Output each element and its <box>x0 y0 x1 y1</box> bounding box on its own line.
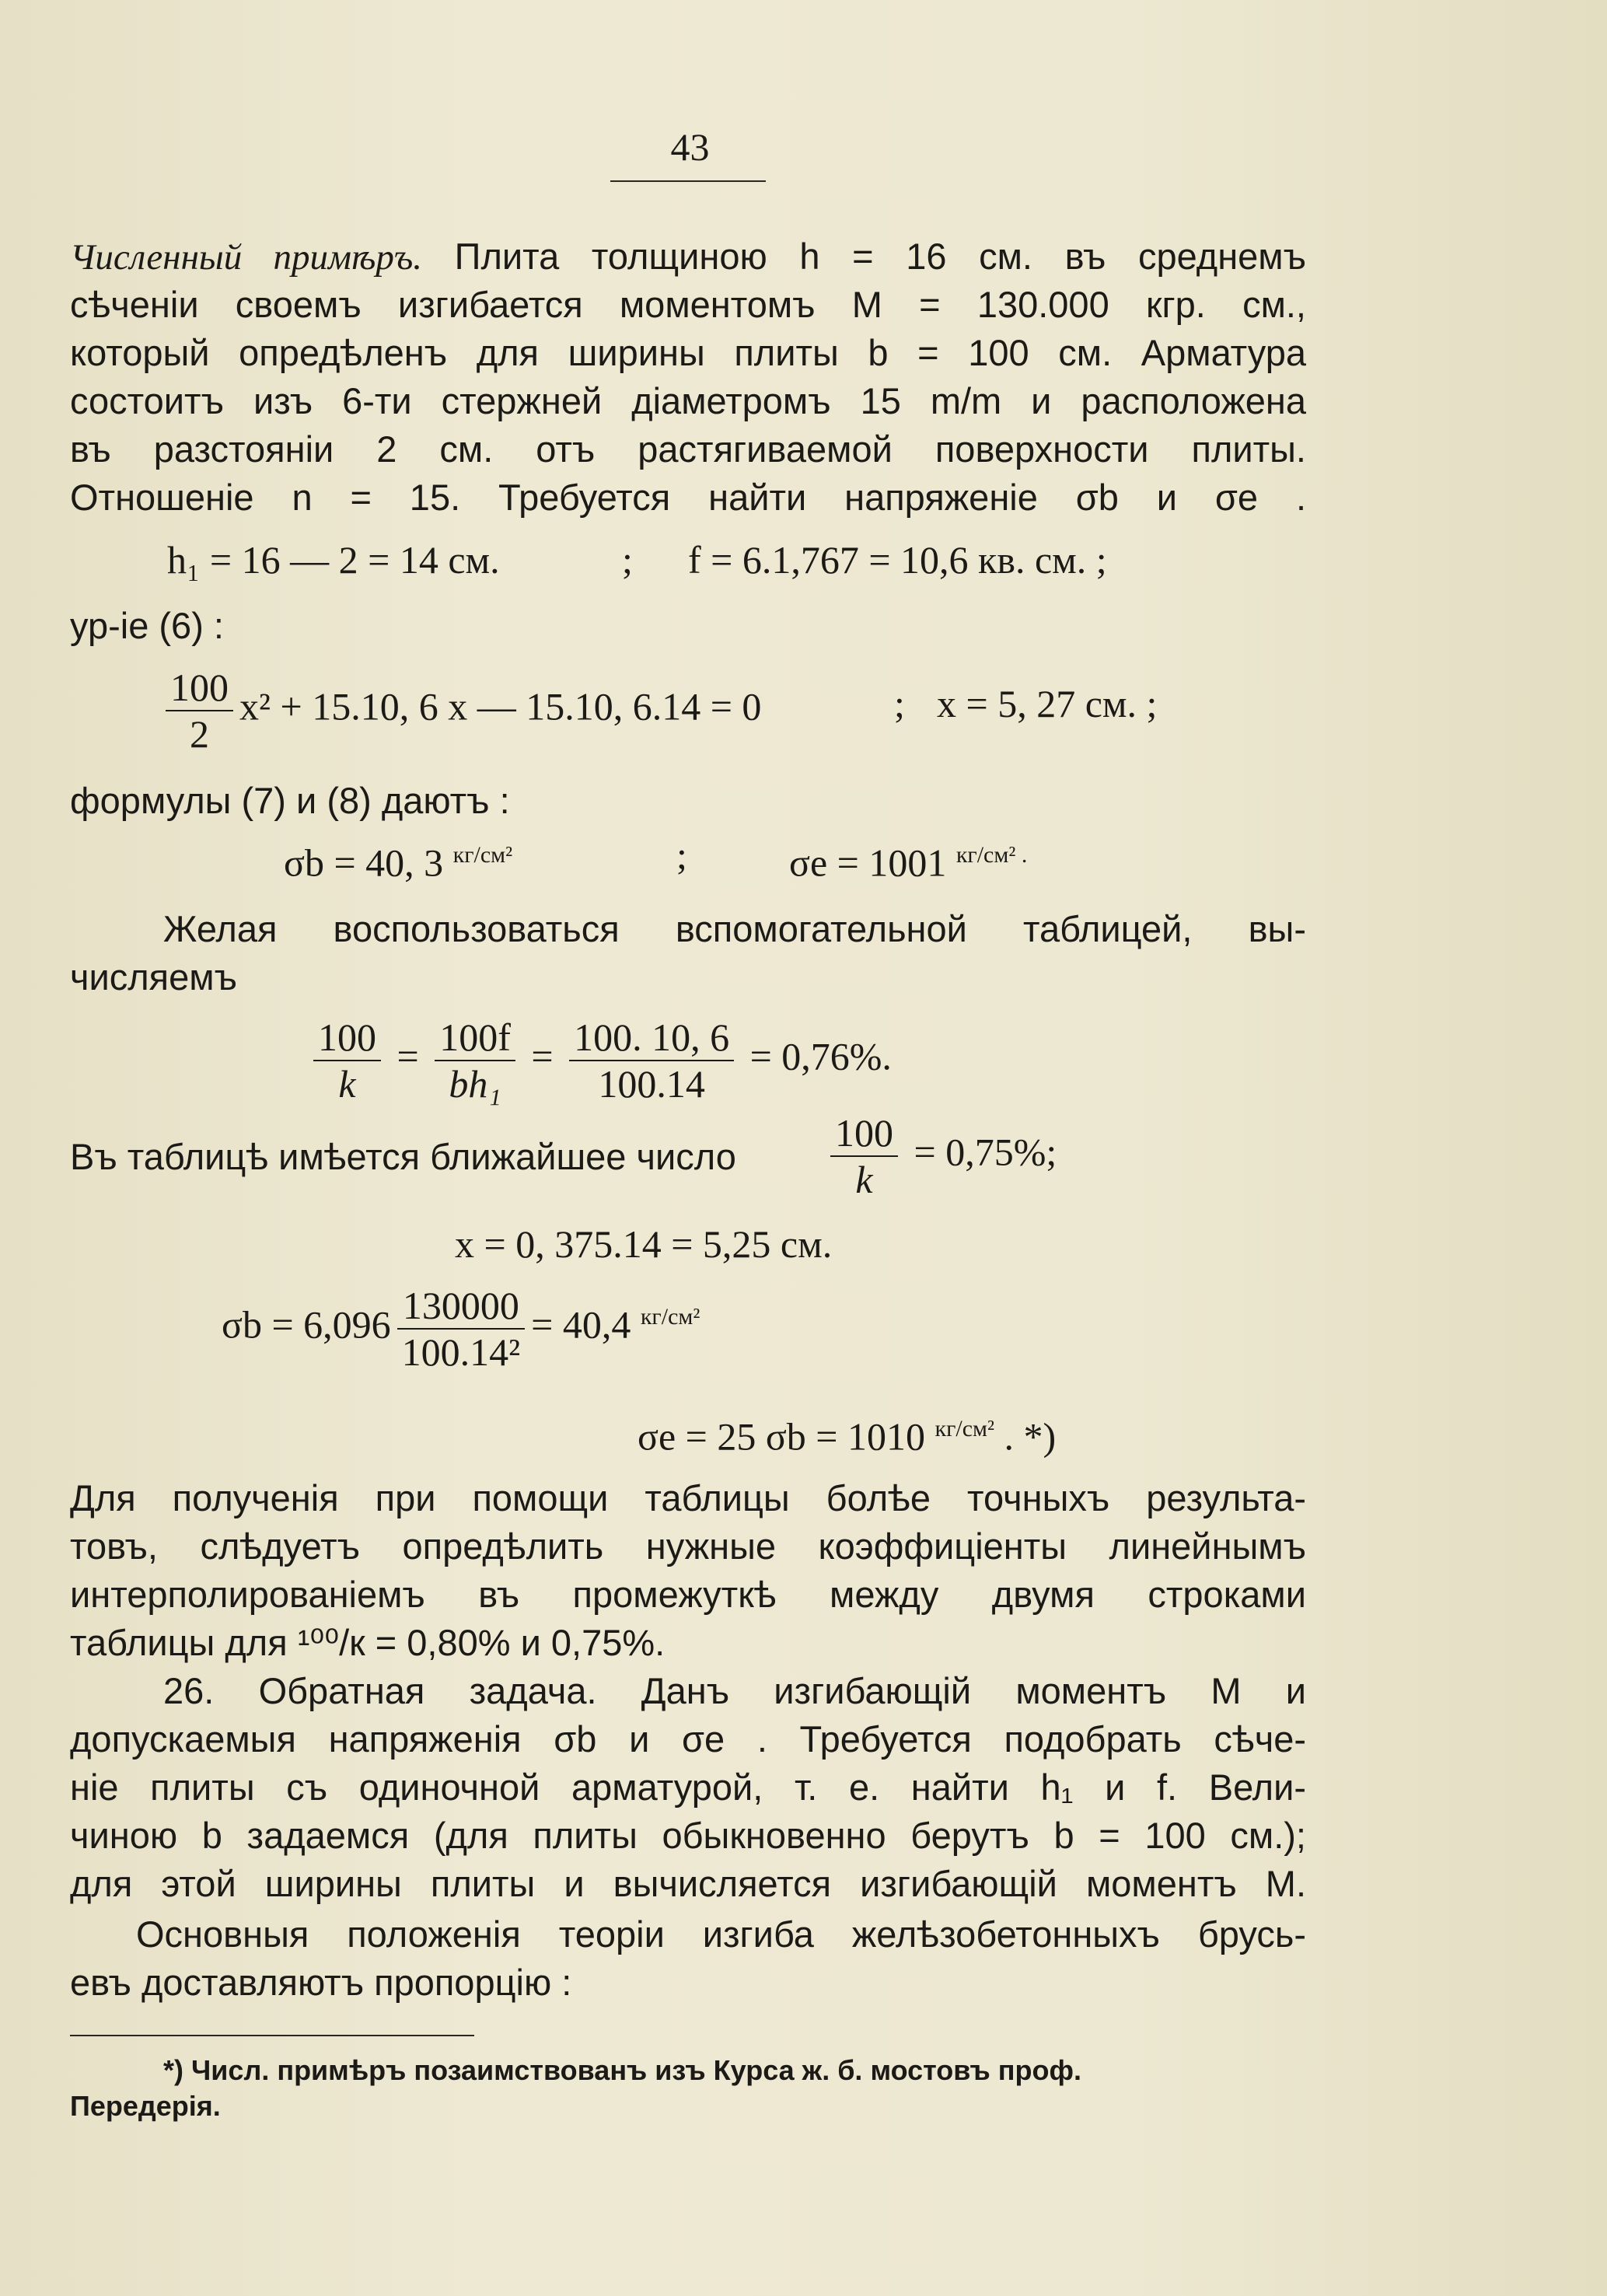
paragraph-line: чиною b задаемся (для плиты обыкновенно берутъ b = 100 см.); <box>70 1815 1306 1856</box>
example-heading: Численный примѣръ. <box>70 237 423 278</box>
equation-sigma-b <box>284 832 512 886</box>
paragraph-line: Основныя положенія теоріи изгиба желѣзобетонныхъ брусь- <box>136 1913 1306 1955</box>
fraction <box>435 1015 515 1106</box>
unit-label: кг/см² <box>935 1416 995 1442</box>
fraction <box>569 1015 734 1106</box>
equation-body: σb = 40, 3 <box>284 840 444 885</box>
equation-sigma-e <box>789 832 1027 886</box>
equation-h1: h₁ = 16 — 2 = 14 см. <box>167 538 500 582</box>
fraction <box>313 1015 381 1106</box>
formulas-label: формулы (7) и (8) даютъ : <box>70 780 510 821</box>
equation-body: σe = 25 σb = 1010 <box>638 1414 925 1459</box>
page-number-rule <box>610 180 766 182</box>
fraction-numerator: 130000 <box>397 1283 526 1330</box>
fraction-numerator: 100f <box>435 1015 515 1061</box>
unit-label: кг/см² <box>452 842 513 868</box>
equation-result: = 0,75%; <box>914 1130 1057 1174</box>
equation-result: = 0,76%. <box>749 1034 892 1078</box>
paragraph-line: состоитъ изъ 6-ти стержней діаметромъ 15 m/m и расположена <box>70 380 1306 421</box>
paragraph-line <box>70 233 1306 281</box>
fraction-denominator: 2 <box>190 712 209 756</box>
fraction-denominator: k <box>338 1062 356 1106</box>
paragraph-line: товъ, слѣдуетъ опредѣлить нужные коэффиціенты линейнымъ <box>70 1525 1306 1567</box>
fraction <box>397 1283 526 1375</box>
text-run: Плита толщиною h = 16 см. въ среднемъ <box>422 236 1306 277</box>
equation-result: x = 5, 27 см. ; <box>937 682 1158 725</box>
fraction-numerator: 100 <box>166 665 233 711</box>
paragraph-line: Желая воспользоваться вспомогательной таблицей, вы- <box>163 908 1306 949</box>
fraction-denominator: 100.14 <box>598 1062 705 1106</box>
section-heading-line: 26. Обратная задача. Данъ изгибающій моментъ M и <box>163 1670 1306 1711</box>
fraction <box>166 665 233 757</box>
equation-ratio: $\frac{100}{k}$ = $\frac{100f}{\text{bh₁}}$ = $\frac{100. 10, 6}{100.14}$ = 0,76%. <box>307 1015 892 1106</box>
equation-separator: ; <box>622 538 633 582</box>
equation-sigma-e-table <box>638 1406 1056 1460</box>
table-reference-line: Въ таблицѣ имѣется ближайшее число <box>70 1136 736 1177</box>
equation-separator: ; <box>894 682 905 725</box>
paragraph-line: евъ доставляютъ пропорцію : <box>70 1962 572 2003</box>
paragraph-line: интерполированіемъ въ промежуткѣ между двумя строками <box>70 1574 1306 1615</box>
equation-body: = 40,4 <box>531 1302 631 1347</box>
footnote-marker: . *) <box>1004 1414 1057 1459</box>
footnote-rule <box>70 2035 474 2036</box>
footnote-line: Передерія. <box>70 2090 221 2122</box>
paragraph-line: Для полученія при помощи таблицы болѣе точныхъ результа- <box>70 1477 1306 1518</box>
unit-label: кг/см² <box>640 1303 700 1330</box>
fraction-numerator: 100. 10, 6 <box>569 1015 734 1061</box>
paragraph-line: для этой ширины плиты и вычисляется изгибающій моментъ M. <box>70 1863 1306 1904</box>
equation-sigma-b-table <box>222 1283 700 1375</box>
paragraph-line: числяемъ <box>70 956 237 998</box>
fraction <box>830 1110 898 1202</box>
equation-x: x = 0, 375.14 = 5,25 см. <box>455 1222 833 1266</box>
equation-table-value <box>824 1110 1057 1202</box>
footnote-line: *) Числ. примѣръ позаимствованъ изъ Курса ж. б. мостовъ проф. <box>163 2054 1081 2086</box>
paragraph-line: сѣченіи своемъ изгибается моментомъ M = 130.000 кгр. см., <box>70 284 1306 325</box>
paragraph-line: который опредѣленъ для ширины плиты b = 100 см. Арматура <box>70 332 1306 373</box>
equation-body: x² + 15.10, 6 x — 15.10, 6.14 = 0 <box>239 684 762 729</box>
paragraph-line: Отношеніе n = 15. Требуется найти напряженіе σb и σe . <box>70 477 1306 518</box>
paragraph-line: таблицы для ¹⁰⁰/к = 0,80% и 0,75%. <box>70 1622 666 1663</box>
paragraph-line: допускаемыя напряженія σb и σe . Требуется подобрать сѣче- <box>70 1718 1306 1760</box>
fraction-denominator: bh₁ <box>449 1062 501 1106</box>
fraction-denominator: 100.14² <box>401 1330 521 1374</box>
equation-body: σb = 6,096 <box>222 1302 391 1347</box>
paragraph-line: въ разстояніи 2 см. отъ растягиваемой поверхности плиты. <box>70 428 1306 470</box>
paragraph-line: ніе плиты съ одиночной арматурой, т. е. найти h₁ и f. Вели- <box>70 1767 1306 1808</box>
equation-label: ур-іе (6) : <box>70 605 224 646</box>
fraction-numerator: 100 <box>313 1015 381 1061</box>
equation-f: f = 6.1,767 = 10,6 кв. см. ; <box>688 538 1107 582</box>
equation-quadratic <box>159 665 761 757</box>
fraction-denominator: k <box>855 1158 873 1201</box>
unit-label: кг/см² . <box>955 842 1028 868</box>
page-number: 43 <box>670 125 710 169</box>
equation-separator: ; <box>676 833 687 877</box>
equation-body: σe = 1001 <box>789 840 947 885</box>
fraction-numerator: 100 <box>830 1110 898 1157</box>
